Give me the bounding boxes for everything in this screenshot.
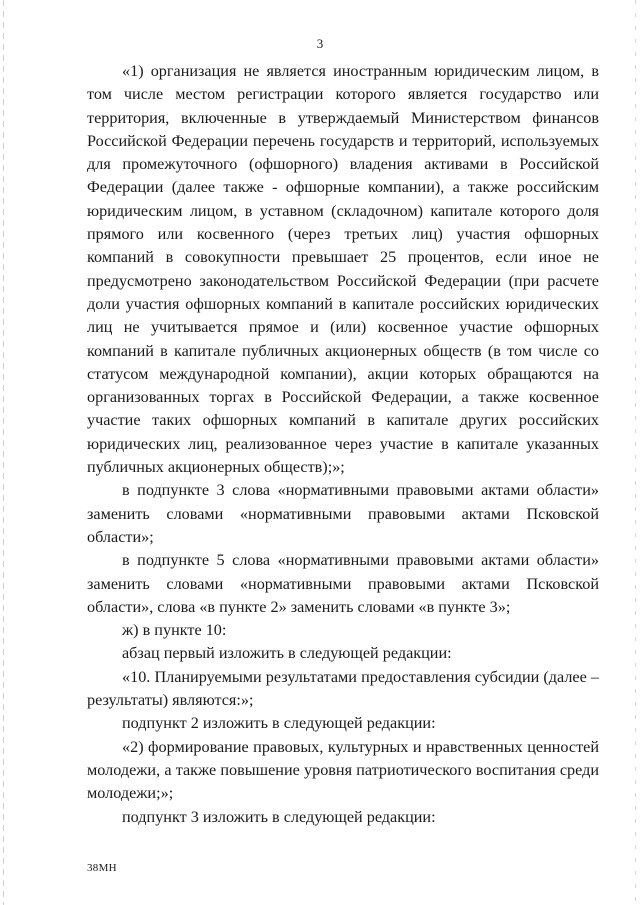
footer-document-code: 38МН [87,862,117,874]
paragraph-subpoint-2-heading: подпункт 2 изложить в следующей редакции: [122,714,436,733]
scan-edge-left [3,0,4,905]
paragraph-subpoint-3-heading: подпункт 3 изложить в следующей редакции: [122,807,436,826]
paragraph-point-10-text: «10. Планируемыми результатами предоставления субсидии (далее – результаты) являются:»; [87,667,599,710]
paragraph-item-zh-point-10: ж) в пункте 10: [122,621,227,640]
page-number: 3 [316,36,324,51]
paragraph-subpoint-3-amendment: в подпункте 3 слова «нормативными правовыми актами области» заменить словами «нормативными правовыми актами Псковской области»; [87,481,599,546]
paragraph-subpoint-5-amendment: в подпункте 5 слова «нормативными правовыми актами области» заменить словами «нормативными правовыми актами Псковской области», слова «в пункте 2» заменить словами «в пункте 3»; [87,551,599,616]
paragraph-offshore-condition: «1) организация не является иностранным юридическим лицом, в том числе местом регистрации которого является государство или территория, включенные в утверждаемый Министерством финансов Российской Федерации перечень государств и территорий, используемых для промежуточного (офшорного) владения активами в Российской Федерации (далее также - офшорные компании), а также российским юридическим лицом, в уставном (складочном) капитале которого доля прямого или косвенного (через третьих лиц) участия офшорных компаний в совокупности превышает 25 процентов, если иное не предусмотрено законодательством Российской Федерации (при расчете доли участия офшорных компаний в капитале российских юридических лиц не учитывается прямое и (или) косвенное участие офшорных компаний в капитале публичных акционерных обществ (в том числе со статусом международной компании), акции которых обращаются на организованных торгах в Российской Федерации, а также косвенное участие таких офшорных компаний в капитале других российских юридических лиц, реализованное через участие в капитале указанных публичных акционерных обществ);»; [87,62,599,477]
paragraph-first-abzac: абзац первый изложить в следующей редакции: [122,644,452,663]
scan-edge-right [635,0,636,905]
document-body [87,60,599,829]
paragraph-subpoint-2-text: «2) формирование правовых, культурных и нравственных ценностей молодежи, а также повышение уровня патриотического воспитания среди молодежи;»; [87,737,599,803]
